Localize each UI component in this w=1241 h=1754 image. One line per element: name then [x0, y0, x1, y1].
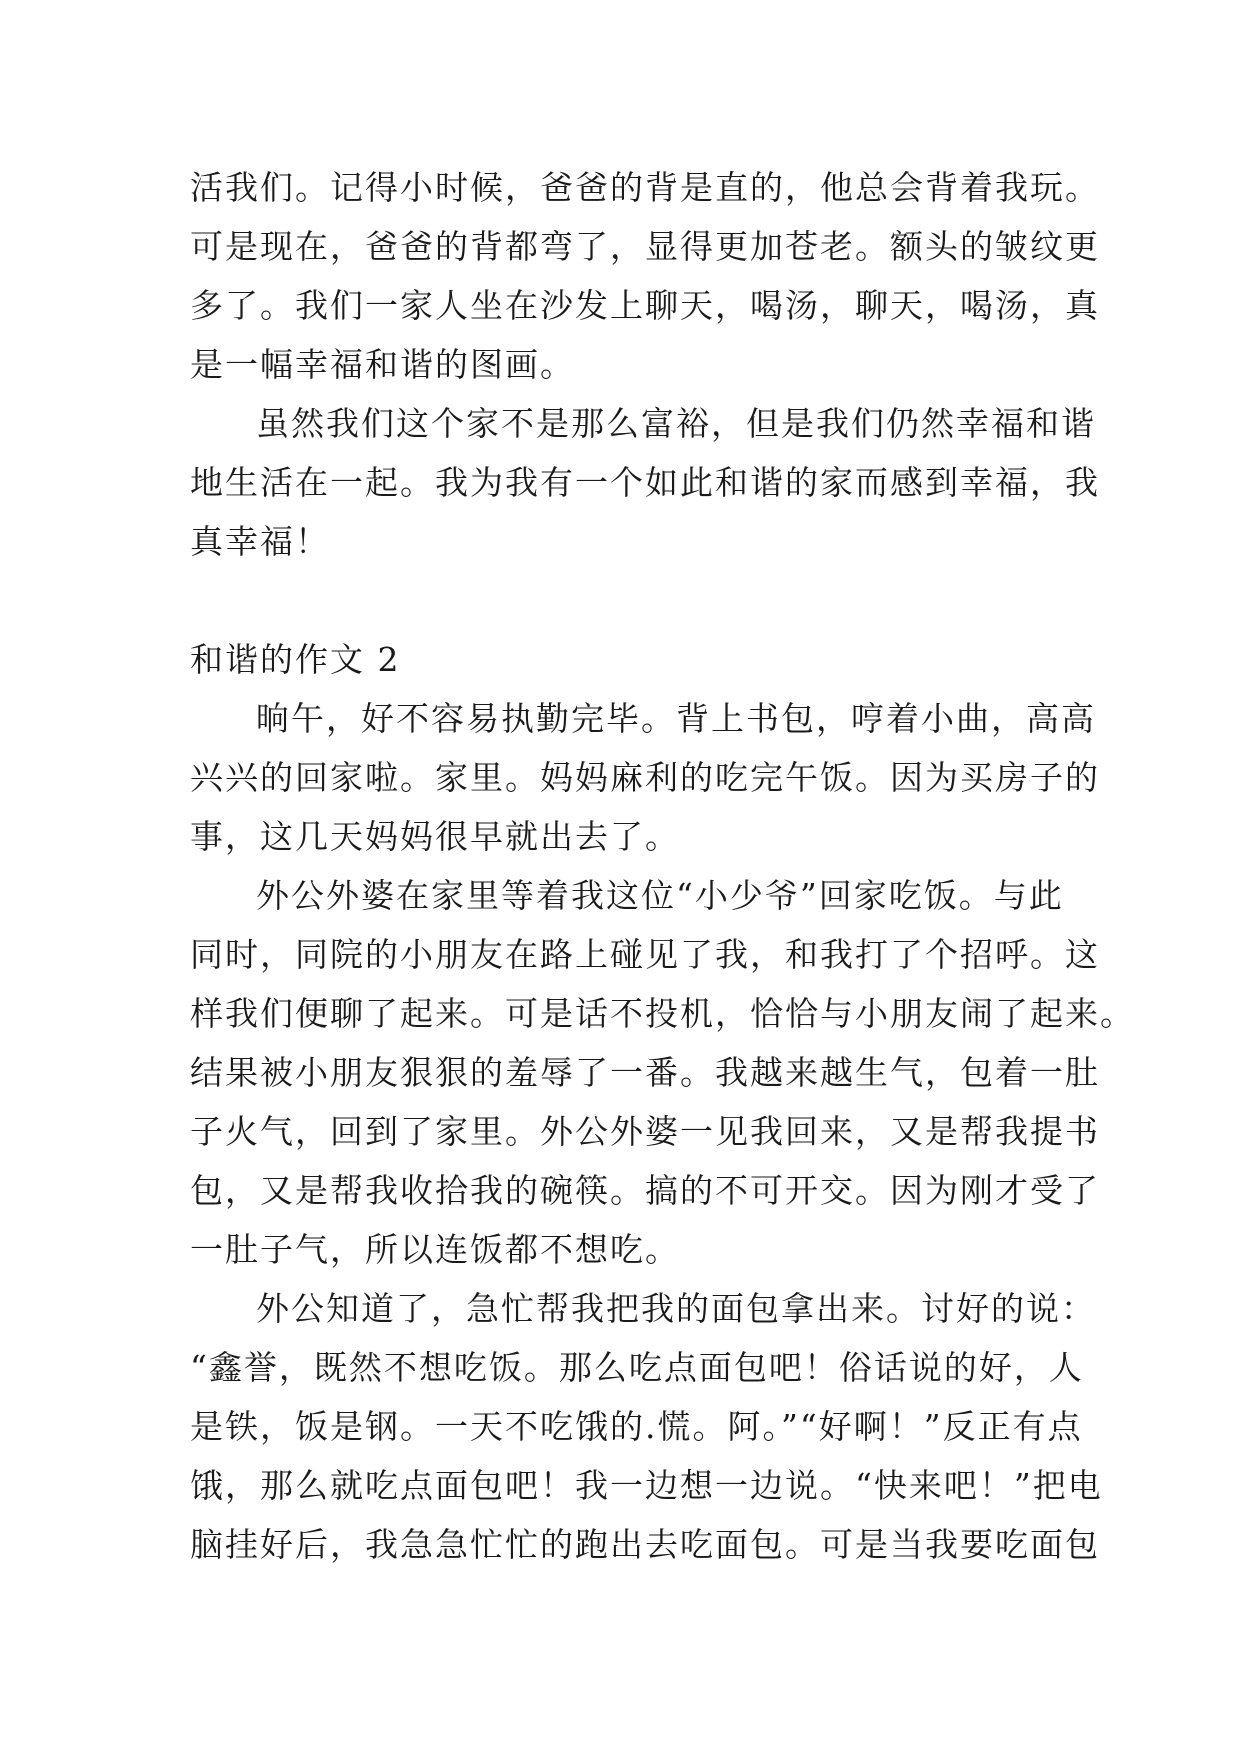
text-line: 活我们。记得小时候，爸爸的背是直的，他总会背着我玩。	[190, 168, 1100, 207]
text-line: 包，又是帮我收拾我的碗筷。搞的不可开交。因为刚才受了	[190, 1171, 1100, 1210]
blank-line	[190, 571, 1060, 630]
text-line: 事，这几天妈妈很早就出去了。	[190, 817, 680, 856]
paragraph	[190, 1279, 1103, 1574]
text-line: 虽然我们这个家不是那么富裕，但是我们仍然幸福和谐	[256, 404, 1096, 443]
text-line: 是一幅幸福和谐的图画。	[190, 345, 575, 384]
document-page	[190, 158, 1135, 1574]
paragraph	[190, 158, 1100, 394]
text-line: 可是现在，爸爸的背都弯了，显得更加苍老。额头的皱纹更	[190, 227, 1100, 266]
text-line: 脑挂好后，我急急忙忙的跑出去吃面包。可是当我要吃面包	[190, 1525, 1100, 1564]
text-line: 多了。我们一家人坐在沙发上聊天，喝汤，聊天，喝汤，真	[190, 286, 1100, 325]
text-line: 晌午，好不容易执勤完毕。背上书包，哼着小曲，高高	[256, 699, 1096, 738]
text-line: 真幸福！	[190, 522, 330, 561]
paragraph	[190, 394, 1100, 571]
text-line: 外公知道了，急忙帮我把我的面包拿出来。讨好的说：	[256, 1289, 1096, 1328]
paragraph	[190, 866, 1135, 1279]
section-title: 和谐的作文 2	[190, 640, 401, 679]
text-line: 饿，那么就吃点面包吧！我一边想一边说。“快来吧！”把电	[190, 1466, 1103, 1505]
text-line: 是铁，饭是钢。一天不吃饿的.慌。阿。”“好啊！”反正有点	[190, 1407, 1083, 1446]
text-line: 兴兴的回家啦。家里。妈妈麻利的吃完午饭。因为买房子的	[190, 758, 1100, 797]
text-line: 外公外婆在家里等着我这位“小少爷”回家吃饭。与此	[256, 876, 1064, 915]
text-line: “鑫誉，既然不想吃饭。那么吃点面包吧！俗话说的好，人	[190, 1348, 1084, 1387]
text-line: 子火气，回到了家里。外公外婆一见我回来，又是帮我提书	[190, 1112, 1100, 1151]
text-line: 地生活在一起。我为我有一个如此和谐的家而感到幸福，我	[190, 463, 1100, 502]
text-line: 同时，同院的小朋友在路上碰见了我，和我打了个招呼。这	[190, 935, 1100, 974]
text-line: 一肚子气，所以连饭都不想吃。	[190, 1230, 680, 1269]
text-line: 样我们便聊了起来。可是话不投机，恰恰与小朋友闹了起来。	[190, 994, 1135, 1033]
paragraph	[190, 689, 1100, 866]
text-line: 结果被小朋友狠狠的羞辱了一番。我越来越生气，包着一肚	[190, 1053, 1100, 1092]
